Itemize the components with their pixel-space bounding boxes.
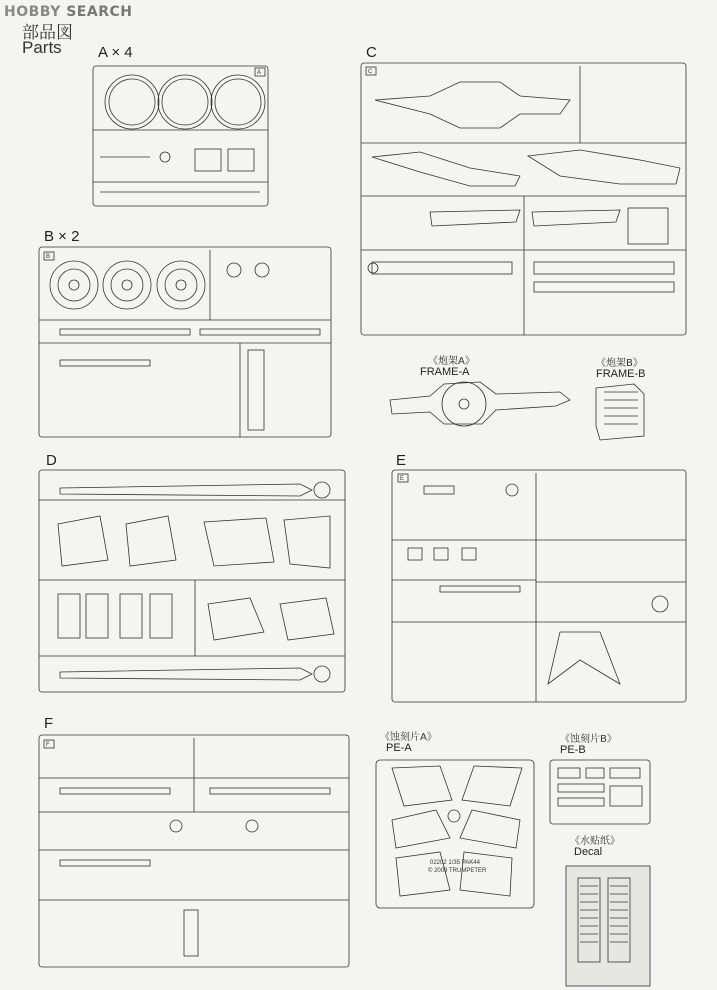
sprue-a-label: A × 4 (98, 44, 133, 61)
sprue-e-tag: E (400, 476, 405, 482)
frame-b-label: FRAME-B (596, 368, 646, 380)
sprue-b (39, 247, 331, 437)
sprue-c (361, 63, 686, 335)
pe-a-label: PE-A (386, 742, 412, 754)
sprue-a (93, 66, 268, 206)
frame-a (390, 382, 570, 426)
page-title: Parts (22, 38, 62, 57)
sprue-f (39, 735, 349, 967)
sprue-e-label: E (396, 452, 407, 469)
sprue-d-label: D (46, 452, 57, 469)
pe-b-label: PE-B (560, 744, 586, 756)
pe-a-plate-copyright: © 2009 TRUMPETER (428, 868, 487, 874)
page-title-cn: 部品図 (22, 23, 73, 43)
pe-b-label-cn: 《蚀刻片B》 (560, 734, 617, 745)
decal-sheet (566, 866, 650, 986)
sprue-c-label: C (366, 44, 377, 61)
sprue-b-tag: B (46, 254, 51, 260)
frame-a-label: FRAME-A (420, 366, 470, 378)
frame-a-label-cn: 《炮架A》 (428, 356, 475, 367)
pe-a-sheet (376, 760, 534, 908)
logo-brand-text: HOBBY (4, 4, 61, 20)
sprue-b-label: B × 2 (44, 228, 80, 245)
pe-b-sheet (550, 760, 650, 824)
frame-b-label-cn: 《炮架B》 (596, 358, 643, 369)
sprue-f-tag: F (46, 742, 50, 748)
decal-label: Decal (574, 846, 603, 858)
sprue-c-tag: C (368, 69, 373, 75)
sprue-e (392, 470, 686, 702)
sprue-f-label: F (44, 715, 54, 732)
pe-a-plate-text: 02202 1/35 PAK44 (430, 860, 480, 866)
logo-word-text: SEARCH (66, 4, 133, 20)
decal-label-cn: 《水贴纸》 (570, 836, 620, 847)
sprue-a-tag: A (257, 70, 262, 76)
pe-a-label-cn: 《蚀刻片A》 (380, 732, 437, 743)
sprue-d (39, 470, 345, 692)
frame-b (596, 384, 644, 440)
